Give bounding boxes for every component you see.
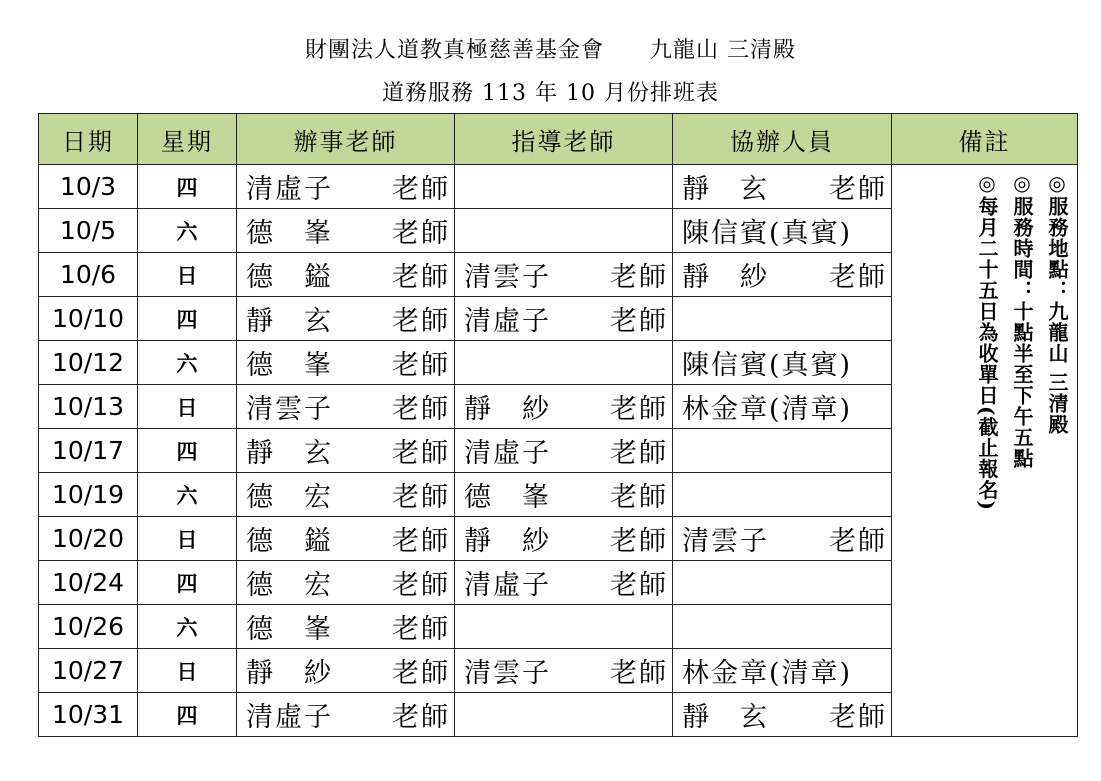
duty-teacher-name: 德 鎰 — [246, 262, 333, 293]
date-cell: 10/17 — [39, 429, 138, 473]
assistant-name: 林金章(清章) — [682, 394, 853, 425]
duty-teacher-title: 老師 — [392, 174, 450, 205]
duty-teacher-name: 德 峯 — [246, 218, 333, 249]
guide-teacher-title: 老師 — [610, 438, 668, 469]
guide-teacher-cell — [455, 253, 673, 297]
duty-teacher-title: 老師 — [392, 394, 450, 425]
duty-teacher-cell — [237, 473, 455, 517]
guide-teacher-name: 清雲子 — [464, 262, 551, 293]
duty-teacher-name: 德 峯 — [246, 350, 333, 381]
header-row — [39, 114, 1078, 165]
date-cell: 10/12 — [39, 341, 138, 385]
schedule-title: 道務服務 113 年 10 月份排班表 — [382, 81, 719, 106]
guide-teacher-name: 德 峯 — [464, 482, 551, 513]
date-cell: 10/13 — [39, 385, 138, 429]
date-cell: 10/3 — [39, 165, 138, 209]
assistant-cell — [673, 297, 892, 341]
duty-teacher-name: 靜 紗 — [246, 658, 333, 689]
duty-teacher-cell — [237, 693, 455, 737]
guide-teacher-name: 清虛子 — [464, 570, 551, 601]
weekday-cell: 日 — [138, 649, 237, 693]
duty-teacher-name: 清虛子 — [246, 702, 333, 733]
assistant-cell — [673, 341, 892, 385]
duty-teacher-name: 靜 玄 — [246, 438, 333, 469]
weekday-cell: 六 — [138, 209, 237, 253]
notes-cell — [892, 165, 1078, 737]
guide-teacher-name: 清虛子 — [464, 306, 551, 337]
weekday-cell: 四 — [138, 429, 237, 473]
duty-teacher-cell — [237, 385, 455, 429]
duty-teacher-title: 老師 — [392, 306, 450, 337]
note-location: ◎服務地點：九龍山 三清殿 — [1045, 171, 1069, 435]
guide-teacher-cell — [455, 649, 673, 693]
weekday-cell: 四 — [138, 693, 237, 737]
assistant-name: 陳信賓(真賓) — [682, 350, 853, 381]
assistant-cell — [673, 561, 892, 605]
duty-teacher-name: 清虛子 — [246, 174, 333, 205]
guide-teacher-title: 老師 — [610, 570, 668, 601]
date-cell: 10/26 — [39, 605, 138, 649]
duty-teacher-name: 德 峯 — [246, 614, 333, 645]
weekday-cell: 四 — [138, 165, 237, 209]
assistant-name: 清雲子 — [682, 526, 769, 557]
weekday-cell: 六 — [138, 341, 237, 385]
duty-teacher-title: 老師 — [392, 526, 450, 557]
col-header-guide-teacher: 指導老師 — [455, 114, 673, 165]
date-cell: 10/31 — [39, 693, 138, 737]
guide-teacher-name: 靜 紗 — [464, 526, 551, 557]
guide-teacher-title: 老師 — [610, 482, 668, 513]
guide-teacher-cell — [455, 209, 673, 253]
assistant-name: 林金章(清章) — [682, 658, 853, 689]
duty-teacher-title: 老師 — [392, 614, 450, 645]
col-header-notes: 備註 — [892, 114, 1078, 165]
weekday-cell: 四 — [138, 561, 237, 605]
guide-teacher-cell — [455, 561, 673, 605]
table-row — [39, 165, 1078, 209]
assistant-cell — [673, 253, 892, 297]
duty-teacher-name: 德 鎰 — [246, 526, 333, 557]
guide-teacher-cell — [455, 165, 673, 209]
assistant-title: 老師 — [829, 174, 887, 205]
duty-teacher-cell — [237, 561, 455, 605]
assistant-name: 靜 紗 — [682, 262, 769, 293]
duty-teacher-cell — [237, 605, 455, 649]
weekday-cell: 日 — [138, 253, 237, 297]
assistant-cell — [673, 473, 892, 517]
note-deadline: ◎每月二十五日為收單日(截止報名) — [975, 171, 999, 511]
guide-teacher-title: 老師 — [610, 658, 668, 689]
assistant-name: 靜 玄 — [682, 702, 769, 733]
guide-teacher-title: 老師 — [610, 306, 668, 337]
duty-teacher-title: 老師 — [392, 350, 450, 381]
assistant-cell — [673, 605, 892, 649]
duty-teacher-name: 德 宏 — [246, 482, 333, 513]
guide-teacher-name: 靜 紗 — [464, 394, 551, 425]
assistant-cell — [673, 649, 892, 693]
weekday-cell: 日 — [138, 517, 237, 561]
assistant-name: 陳信賓(真賓) — [682, 218, 853, 249]
duty-teacher-cell — [237, 209, 455, 253]
guide-teacher-cell — [455, 297, 673, 341]
duty-teacher-name: 德 宏 — [246, 570, 333, 601]
duty-teacher-cell — [237, 253, 455, 297]
assistant-cell — [673, 385, 892, 429]
col-header-weekday: 星期 — [138, 114, 237, 165]
duty-teacher-name: 靜 玄 — [246, 306, 333, 337]
col-header-assistant: 協辦人員 — [673, 114, 892, 165]
weekday-cell: 四 — [138, 297, 237, 341]
assistant-cell — [673, 165, 892, 209]
foundation-title: 財團法人道教真極慈善基金會 九龍山 三清殿 — [305, 38, 796, 63]
duty-teacher-title: 老師 — [392, 570, 450, 601]
assistant-cell — [673, 693, 892, 737]
duty-teacher-cell — [237, 341, 455, 385]
assistant-title: 老師 — [829, 702, 887, 733]
duty-schedule-table — [38, 113, 1078, 737]
guide-teacher-title: 老師 — [610, 394, 668, 425]
guide-teacher-cell — [455, 341, 673, 385]
assistant-cell — [673, 517, 892, 561]
guide-teacher-cell — [455, 605, 673, 649]
guide-teacher-title: 老師 — [610, 262, 668, 293]
date-cell: 10/20 — [39, 517, 138, 561]
duty-teacher-title: 老師 — [392, 218, 450, 249]
guide-teacher-name: 清虛子 — [464, 438, 551, 469]
guide-teacher-title: 老師 — [610, 526, 668, 557]
guide-teacher-cell — [455, 385, 673, 429]
duty-teacher-cell — [237, 429, 455, 473]
note-service-hours: ◎服務時間：十點半至下午五點 — [1010, 171, 1034, 469]
duty-teacher-title: 老師 — [392, 262, 450, 293]
date-cell: 10/19 — [39, 473, 138, 517]
col-header-date: 日期 — [39, 114, 138, 165]
assistant-name: 靜 玄 — [682, 174, 769, 205]
duty-teacher-title: 老師 — [392, 658, 450, 689]
duty-teacher-title: 老師 — [392, 482, 450, 513]
assistant-title: 老師 — [829, 262, 887, 293]
guide-teacher-cell — [455, 473, 673, 517]
date-cell: 10/10 — [39, 297, 138, 341]
date-cell: 10/24 — [39, 561, 138, 605]
duty-teacher-title: 老師 — [392, 438, 450, 469]
duty-teacher-cell — [237, 297, 455, 341]
weekday-cell: 六 — [138, 605, 237, 649]
guide-teacher-cell — [455, 517, 673, 561]
duty-teacher-cell — [237, 649, 455, 693]
date-cell: 10/5 — [39, 209, 138, 253]
date-cell: 10/6 — [39, 253, 138, 297]
assistant-cell — [673, 429, 892, 473]
weekday-cell: 日 — [138, 385, 237, 429]
duty-teacher-title: 老師 — [392, 702, 450, 733]
duty-teacher-cell — [237, 517, 455, 561]
guide-teacher-name: 清雲子 — [464, 658, 551, 689]
guide-teacher-cell — [455, 693, 673, 737]
weekday-cell: 六 — [138, 473, 237, 517]
assistant-cell — [673, 209, 892, 253]
duty-teacher-name: 清雲子 — [246, 394, 333, 425]
duty-teacher-cell — [237, 165, 455, 209]
assistant-title: 老師 — [829, 526, 887, 557]
col-header-duty-teacher: 辦事老師 — [237, 114, 455, 165]
guide-teacher-cell — [455, 429, 673, 473]
date-cell: 10/27 — [39, 649, 138, 693]
